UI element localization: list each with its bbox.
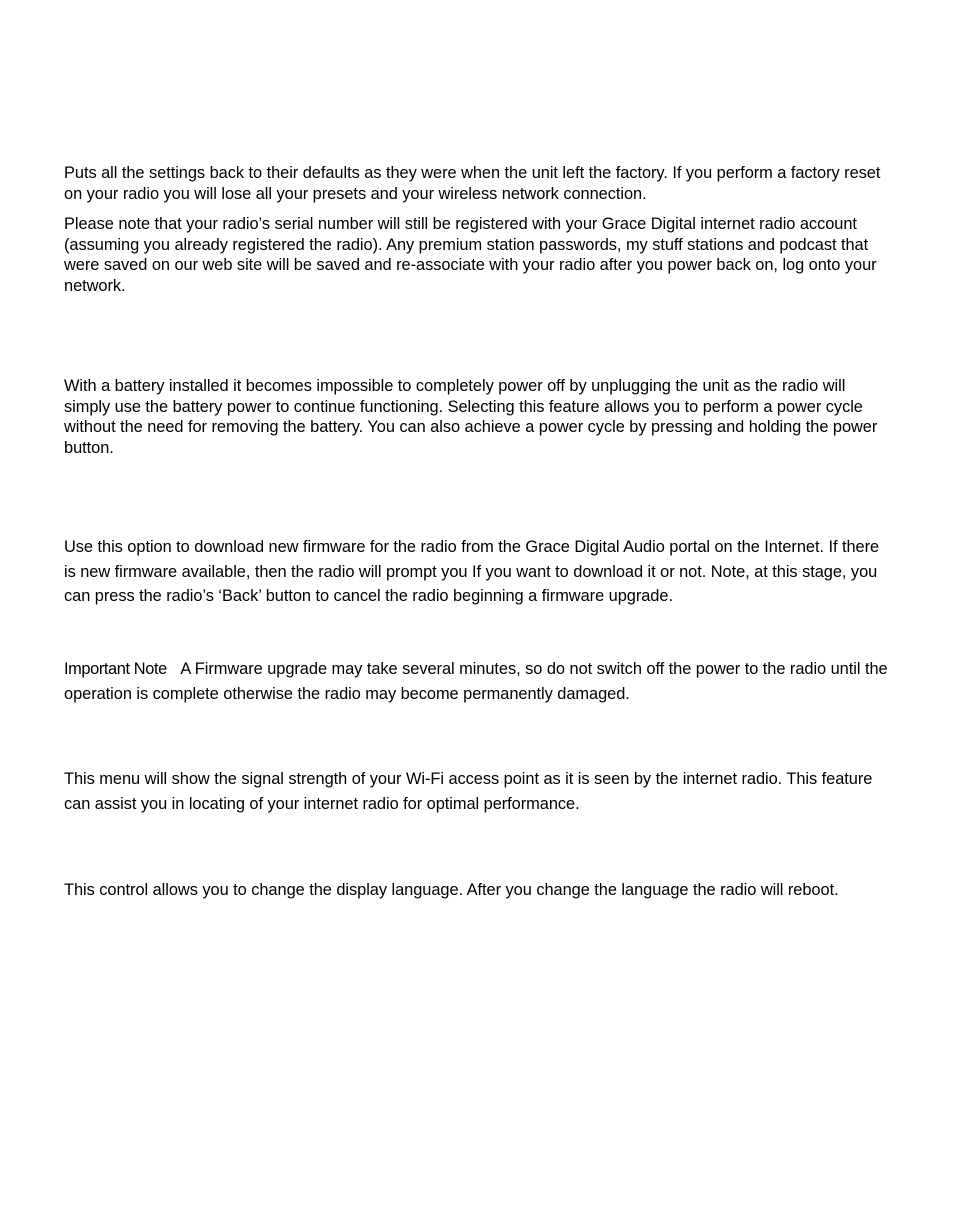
power-cycle-paragraph: With a battery installed it becomes impossible to completely power off by unplugging the unit as the radio will simply use the battery power to continue functioning. Selecting this feature allows you to perform a power cycle without the need for removing the battery. You can also achieve a power cycle by pressing and holding the power button. <box>64 377 878 457</box>
important-note-paragraph <box>64 657 894 706</box>
signal-strength-paragraph: This menu will show the signal strength of your Wi-Fi access point as it is seen by the internet radio. This feature can assist you in locating of your internet radio for optimal performance. <box>64 770 873 813</box>
factory-reset-paragraph: Puts all the settings back to their defaults as they were when the unit left the factory. If you perform a factory reset on your radio you will lose all your presets and your wireless network connection. <box>64 164 881 203</box>
firmware-upgrade-paragraph: Use this option to download new firmware for the radio from the Grace Digital Audio portal on the Internet. If there is new firmware available, then the radio will prompt you If you want to download it or not. Note, at this stage, you can press the radio’s ‘Back’ button to cancel the radio beginning a firmware upgrade. <box>64 538 880 606</box>
serial-number-note-paragraph: Please note that your radio’s serial number will still be registered with your Grace Digital internet radio account (assuming you already registered the radio). Any premium station passwords, my stuff stations and podcast that were saved on our web site will be saved and re-associate with your radio after you power back on, log onto your network. <box>64 215 877 295</box>
language-paragraph: This control allows you to change the display language. After you change the language the radio will reboot. <box>64 881 839 899</box>
important-note-label: Important Note <box>64 660 167 678</box>
important-note-text: A Firmware upgrade may take several minutes, so do not switch off the power to the radio until the operation is complete otherwise the radio may become permanently damaged. <box>64 660 888 703</box>
